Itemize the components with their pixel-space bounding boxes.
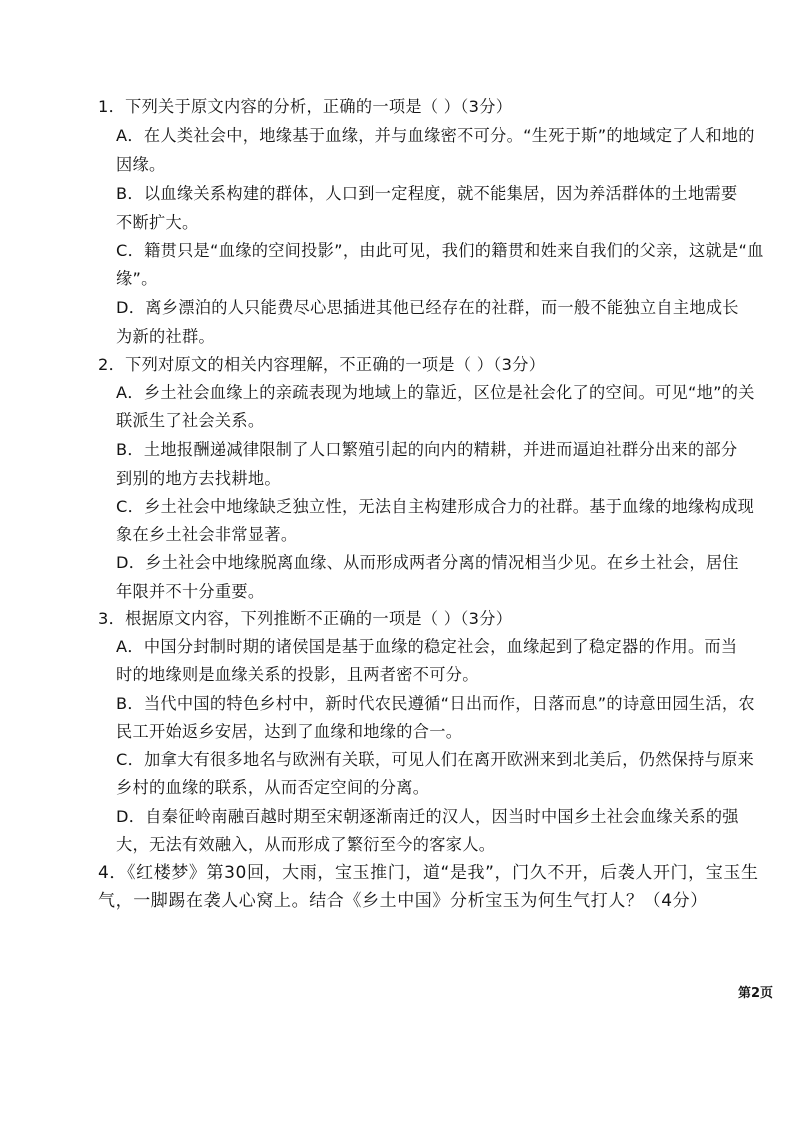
q1-option-a-line1: A．在人类社会中，地缘基于血缘，并与血缘密不可分。“生死于斯”的地域定了人和地的 [116,126,755,145]
q1-option-b-line1: B．以血缘关系构建的群体，人口到一定程度，就不能集居，因为养活群体的土地需要 [116,184,738,203]
q3-option-a-line2: 时的地缘则是血缘关系的投影，且两者密不可分。 [116,665,479,684]
q1-stem: 1．下列关于原文内容的分析，正确的一项是（ ）（3分） [98,97,513,116]
q1-option-c-line1: C．籍贯只是“血缘的空间投影”，由此可见，我们的籍贯和姓来自我们的父亲，这就是“血 [116,241,764,260]
q3-option-c-line1: C．加拿大有很多地名与欧洲有关联，可见人们在离开欧洲来到北美后，仍然保持与原来 [116,750,755,769]
q1-option-d-line1: D．离乡漂泊的人只能费尽心思插进其他已经存在的社群，而一般不能独立自主地成长 [116,298,739,317]
page-number: 第2页 [738,986,774,1001]
q3-option-c-line2: 乡村的血缘的联系，从而否定空间的分离。 [116,778,430,797]
q2-option-b-line2: 到别的地方去找耕地。 [116,469,281,488]
q4-stem-line1: 4．《红楼梦》第30回，大雨，宝玉推门，道“是我”，门久不开，后袭人开门，宝玉生 [98,863,759,883]
q4-stem-line2: 气，一脚踢在袭人心窝上。结合《乡土中国》分析宝玉为何生气打人？（4分） [98,891,708,911]
q1-option-c-line2: 缘”。 [116,269,158,288]
q3-option-d-line1: D．自秦征岭南融百越时期至宋朝逐渐南迁的汉人，因当时中国乡土社会血缘关系的强 [116,807,739,826]
q2-option-a-line2: 联派生了社会关系。 [116,411,265,430]
q1-option-b-line2: 不断扩大。 [116,213,199,232]
q1-option-d-line2: 为新的社群。 [116,327,215,346]
q3-option-b-line2: 民工开始返乡安居，达到了血缘和地缘的合一。 [116,722,463,741]
q3-option-b-line1: B．当代中国的特色乡村中，新时代农民遵循“日出而作，日落而息”的诗意田园生活，农 [116,694,755,713]
q3-option-a-line1: A．中国分封制时期的诸侯国是基于血缘的稳定社会，血缘起到了稳定器的作用。而当 [116,637,738,656]
q2-stem: 2．下列对原文的相关内容理解，不正确的一项是（ ）（3分） [98,355,546,374]
q2-option-b-line1: B．土地报酬递减律限制了人口繁殖引起的向内的精耕，并进而逼迫社群分出来的部分 [116,440,738,459]
q2-option-d-line2: 年限并不十分重要。 [116,582,265,601]
q3-stem: 3．根据原文内容，下列推断不正确的一项是（ ）（3分） [98,609,513,628]
q2-option-d-line1: D．乡土社会中地缘脱离血缘、从而形成两者分离的情况相当少见。在乡土社会，居住 [116,553,739,572]
q2-option-c-line1: C．乡土社会中地缘缺乏独立性，无法自主构建形成合力的社群。基于血缘的地缘构成现 [116,497,755,516]
q2-option-a-line1: A．乡土社会血缘上的亲疏表现为地域上的靠近，区位是社会化了的空间。可见“地”的关 [116,383,755,402]
q3-option-d-line2: 大，无法有效融入，从而形成了繁衍至今的客家人。 [116,835,496,854]
q1-option-a-line2: 因缘。 [116,155,166,174]
q2-option-c-line2: 象在乡土社会非常显著。 [116,525,298,544]
